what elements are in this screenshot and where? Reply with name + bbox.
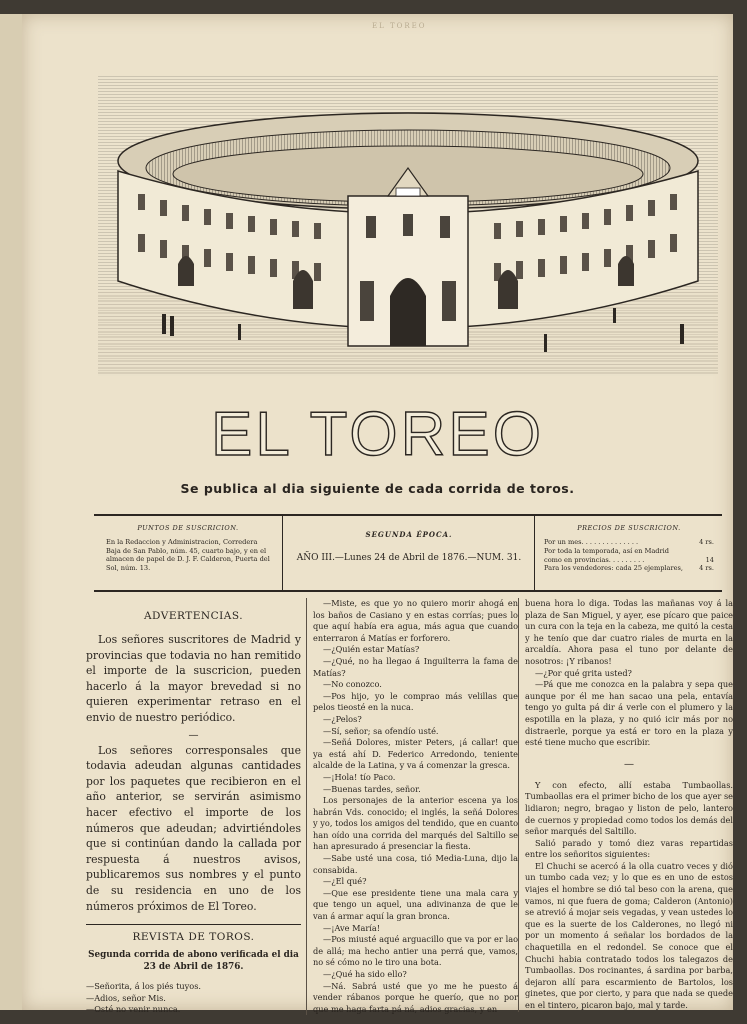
dialogue-line: —Sabe usté una cosa, tió Media-Luna, dijo la consabida. [313, 853, 518, 875]
price-row: Por un mes. . . . . . . . . . . . . . 4 rs. [544, 538, 714, 546]
article-columns [86, 598, 733, 1015]
dialogue-line: —Miste, es que yo no quiero morir ahogá en los baños de Casiano y en estas corrías; pues lo que aquí había era agua, más agua que cuando enterraron á Matías er forforero. [313, 598, 518, 643]
bullring-engraving [98, 76, 718, 376]
edition-box [284, 516, 535, 590]
column-right [518, 598, 733, 1012]
dialogue-line: —¡Hola! tío Paco. [323, 771, 396, 782]
dialogue-line: —Sí, señor; sa ofendío usté. [323, 725, 439, 736]
column-left [86, 598, 301, 1016]
column-middle [306, 598, 518, 1015]
dialogue-line: —Señá Dolores, mister Peters, ¡á callar! que ya está ahí D. Federico Arredondo, teniente alcalde de la Latina, y va á comenzar la gresca. [313, 737, 518, 771]
dialogue-line: —¿Qué ha sido ello? [323, 969, 407, 979]
dialogue-line: —Buenas tardes, señor. [323, 783, 421, 794]
prices-box [536, 516, 722, 590]
facing-page-edge [0, 14, 23, 1010]
narrative-paragraph: Salió parado y tomó diez varas repartidas entre los señoritos siguientes: [525, 837, 733, 860]
advertencias-paragraph-2: Los señores corresponsales que todavia adeudan algunas cantidades por los paquetes que recibieron en el año anterior, se servirán asimismo hacer efectivo el importe de los números que adeudan; advirtiéndoles que si continúan dando la callada por respuesta á nuestros avisos, publicaremos sus nombres y el punto de su residencia en uno de los números próximos de El Toreo. [86, 743, 301, 913]
subscription-points-text: En la Redaccion y Administracion, Corredera Baja de San Pablo, núm. 45, cuarto bajo, y en el almacen de papel de D. J. F. Calderon, Puerta del Sol, núm. 13. [106, 538, 270, 572]
advertencias-paragraph-1: Los señores suscritores de Madrid y provincias que todavia no han remitido el importe de la suscricion, pueden hacerlo á la mayor brevedad si no quieren experimentar retraso en el envio de nuestro periódico. [86, 633, 301, 724]
price-row: Para los vendedores: cada 25 ejemplares, 4 rs. [544, 564, 714, 573]
narrative-paragraph: Los personajes de la anterior escena ya los habrán Vds. conocido; el inglés, la señá Dolores y yo, todos los amigos del tendido, que en cuanto han oído una corrida del marqués del Saltillo se han apresurado á presenciar la fiesta. [313, 795, 518, 852]
narrative-paragraph: El Chuchi se acercó á la olla cuatro veces y dió un tumbo cada vez; y lo que es en uno de estos viajes el hombre se dió tal beso con la arena, que vamos, ni que fuera de goma; Calderon (Antonio) se atrevió á mojar seis vegadas, y vean ustedes lo que es la suerte de los Calderones, no llegó ni por un momento á señalar los bordados de la chaquetilla en el redondel. Se conoce que el Chuchi habia contratado todos los talegazos de Tumbaollas. Dos rocinantes, á sardina por barba, dejaron allí para escarmiento de Bartolos, los ginetes, que por cierto, y para que nada se quede en el tintero, picaron bajo, mal y tarde. [525, 860, 733, 1010]
price-row: como en provincias. . . . . . . . . 14 [544, 555, 714, 564]
dialogue-line: —Pos hijo, yo le comprao más velillas que pelos tieosté en la nuca. [313, 690, 518, 713]
newspaper-page [22, 14, 733, 1015]
masthead-title: EL TOREO [211, 400, 544, 469]
dialogue-line: —Pos miusté aqué arguacillo que va por er lao de allá; ma hecho antier una perrá que, vamos, no sé cómo no le tiro una bota. [313, 934, 518, 968]
dialogue-line: —Ná. Sabrá usté que yo me he puesto á vender rábanos porque he querío, que no por que me haga farta pá ná, adios gracias, y en [313, 980, 518, 1014]
info-bar [94, 514, 722, 592]
edition-label: SEGUNDA ÉPOCA. [365, 530, 453, 539]
dialogue-line: —¿Quién estar Matías? [323, 644, 420, 655]
dialogue-line: —Que ese presidente tiene una mala cara y que tengo un aquel, una adivinanza de que le van á armar aquí la gran bronca. [313, 887, 518, 922]
separator-dash: — [188, 729, 199, 741]
header-running-title: EL TOREO [372, 22, 427, 30]
revista-title: REVISTA DE TOROS. [132, 931, 255, 944]
issue-line: AÑO III.—Lunes 24 de Abril de 1876.—NUM. 31. [296, 553, 522, 563]
dialogue-line: —¿Qué, no ha llegao á Inguilterra la fama de Matías? [313, 655, 518, 678]
narrative-paragraph: Y con efecto, allí estaba Tumbaollas. Tumbaollas era el primer bicho de los que ayer se lidiaron; negro, bragao y liston de pelo, lantero de cuernos y propiedad como todos los demás del señor marqués del Saltillo. [525, 779, 733, 837]
dialogue-line: —Adios, señor Mis. [86, 992, 166, 1003]
dialogue-line: —Señorita, á los piés tuyos. [86, 981, 202, 992]
tagline: Se publica al dia siguiente de cada corrida de toros. [180, 481, 575, 496]
dialogue-line: —Osté no venir nunca. [86, 1004, 181, 1015]
prices-heading: PRECIOS DE SUSCRICION. [577, 524, 681, 532]
dialogue-line: —¿El qué? [323, 876, 367, 887]
section-rule [86, 924, 301, 925]
dialogue-line: —Pá que me conozca en la palabra y sepa que aunque por él me han sacao una pela, entavía tengo yo gulta pá dir á verle con el plumero y la espotilla en la plaza, y no quió icir más por no distraerle, porque ya está er toro en la plaza y esté tiene mucho que escribir. [525, 679, 733, 748]
dialogue-line: —No conozco. [323, 679, 382, 690]
subscription-points-heading: PUNTOS DE SUSCRICION. [137, 524, 239, 532]
dialogue-line: —¡Ave María! [323, 922, 381, 933]
dialogue-line: buena hora lo diga. Todas las mañanas voy á la plaza de San Miguel, y ayer, ese pícaro que paice un cura con la teja en la cabeza, me quitó la cesta y he tenío que dar cuatro riales de murta en la arcaldía. Ahora pasa el tuno por delante de nosotros: ¡Y ribanos! [525, 598, 733, 666]
advertencias-title: ADVERTENCIAS. [143, 610, 244, 622]
dialogue-line: —¿Por qué grita usted? [535, 667, 632, 678]
bullring-illustration [98, 76, 718, 376]
separator-dash: — [624, 758, 634, 770]
dialogue-line: —¿Pelos? [323, 713, 362, 724]
revista-subtitle: Segunda corrida de abono verificada el dia 23 de Abril de 1876. [88, 950, 299, 973]
subscription-points-box [94, 516, 283, 590]
price-row: Por toda la temporada, así en Madrid [544, 546, 669, 555]
